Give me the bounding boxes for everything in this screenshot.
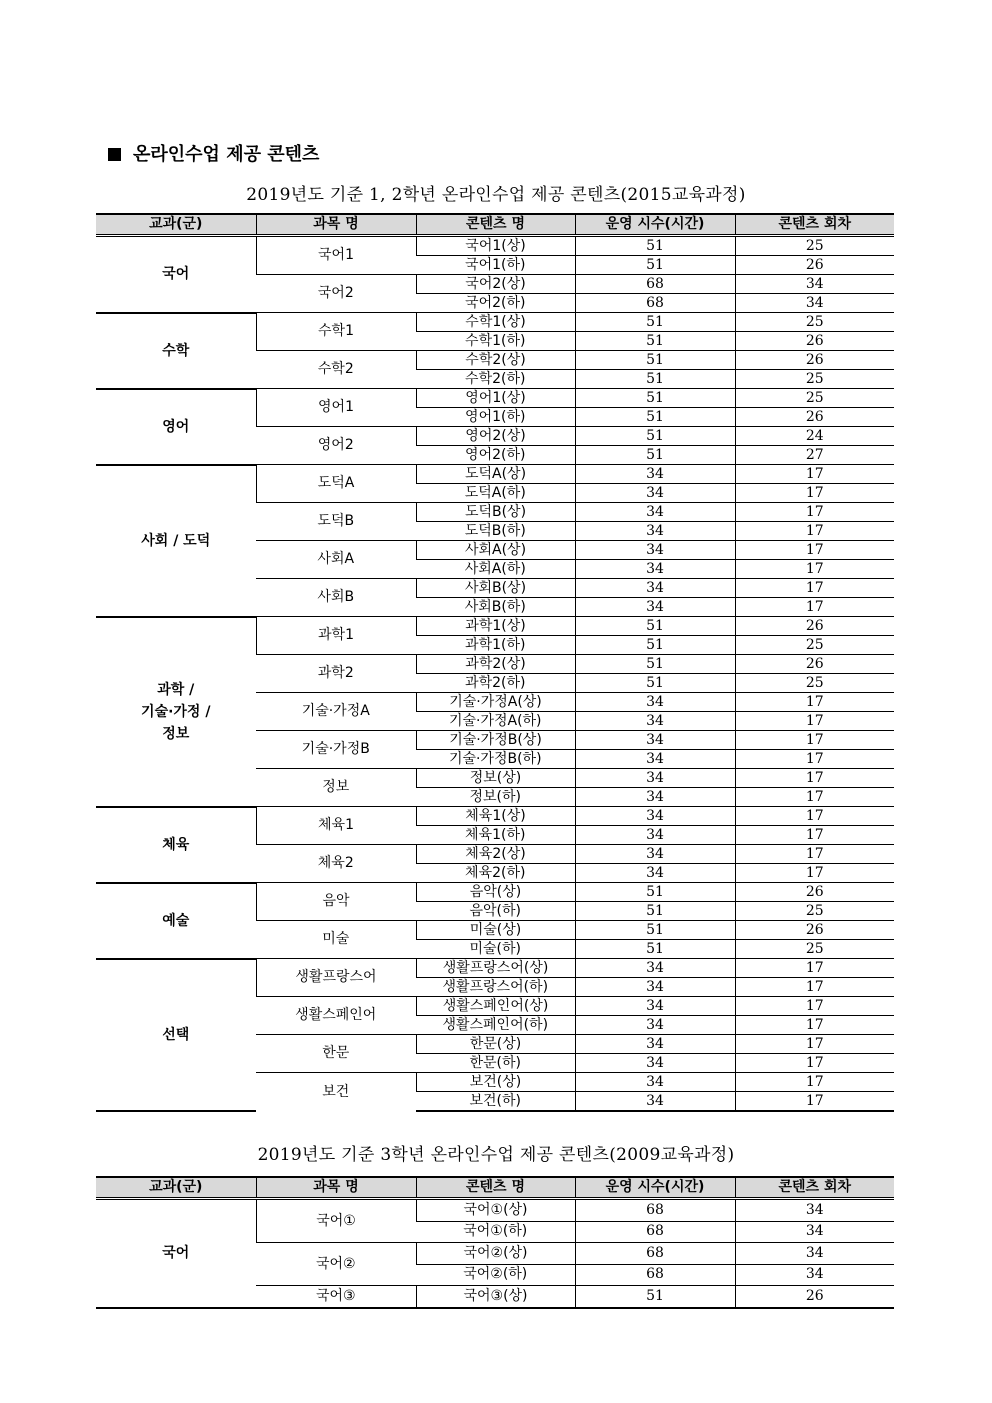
sessions-cell: 17: [735, 541, 894, 560]
content-name-cell: 생활스페인어(하): [416, 1016, 575, 1035]
hours-cell: 51: [575, 446, 735, 465]
hours-cell: 68: [575, 275, 735, 294]
hours-cell: 51: [575, 351, 735, 370]
course-cell: 국어③: [256, 1286, 416, 1308]
content-name-cell: 미술(상): [416, 921, 575, 940]
sessions-cell: 17: [735, 1054, 894, 1073]
sessions-cell: 26: [735, 408, 894, 427]
sessions-cell: 17: [735, 845, 894, 864]
sessions-cell: 24: [735, 427, 894, 446]
sessions-cell: 17: [735, 788, 894, 807]
content-name-cell: 국어1(하): [416, 256, 575, 275]
course-cell: 기술·가정A: [256, 693, 416, 731]
course-cell: 도덕B: [256, 503, 416, 541]
content-name-cell: 수학2(하): [416, 370, 575, 389]
course-cell: 기술·가정B: [256, 731, 416, 769]
course-cell: 정보: [256, 769, 416, 807]
sessions-cell: 17: [735, 1035, 894, 1054]
content-name-cell: 정보(상): [416, 769, 575, 788]
content-name-cell: 체육2(하): [416, 864, 575, 883]
sessions-cell: 17: [735, 864, 894, 883]
course-cell: 영어1: [256, 389, 416, 427]
sessions-cell: 27: [735, 446, 894, 465]
content-name-cell: 도덕A(하): [416, 484, 575, 503]
subject-cell: 선택: [96, 959, 256, 1112]
hours-cell: 68: [575, 1243, 735, 1265]
hours-cell: 34: [575, 503, 735, 522]
content-name-cell: 국어1(상): [416, 236, 575, 256]
sessions-cell: 17: [735, 522, 894, 541]
sessions-cell: 17: [735, 560, 894, 579]
sessions-cell: 34: [735, 1199, 894, 1222]
content-name-cell: 과학2(하): [416, 674, 575, 693]
content-name-cell: 수학1(상): [416, 313, 575, 332]
content-name-cell: 사회A(상): [416, 541, 575, 560]
sessions-cell: 26: [735, 332, 894, 351]
sessions-cell: 26: [735, 256, 894, 275]
sessions-cell: 34: [735, 1221, 894, 1243]
table2: [96, 1176, 894, 1309]
hours-cell: 68: [575, 1199, 735, 1222]
content-name-cell: 국어③(상): [416, 1286, 575, 1308]
hours-cell: 51: [575, 313, 735, 332]
course-cell: 국어①: [256, 1199, 416, 1243]
content-name-cell: 체육1(하): [416, 826, 575, 845]
column-header: 교과(군): [96, 214, 256, 236]
course-cell: 사회A: [256, 541, 416, 579]
sessions-cell: 25: [735, 940, 894, 959]
hours-cell: 34: [575, 579, 735, 598]
content-name-cell: 수학1(하): [416, 332, 575, 351]
column-header: 콘텐츠 회차: [735, 1177, 894, 1199]
table-row: [96, 313, 894, 332]
table1: [96, 213, 894, 1112]
content-name-cell: 보건(하): [416, 1092, 575, 1112]
hours-cell: 34: [575, 712, 735, 731]
hours-cell: 51: [575, 408, 735, 427]
table-row: [96, 617, 894, 636]
subject-cell: 수학: [96, 313, 256, 389]
sessions-cell: 17: [735, 484, 894, 503]
section-heading-text: 온라인수업 제공 콘텐츠: [133, 144, 320, 165]
course-cell: 체육2: [256, 845, 416, 883]
content-name-cell: 국어2(상): [416, 275, 575, 294]
content-name-cell: 보건(상): [416, 1073, 575, 1092]
section-heading: [108, 140, 319, 166]
hours-cell: 51: [575, 427, 735, 446]
sessions-cell: 25: [735, 370, 894, 389]
hours-cell: 68: [575, 1221, 735, 1243]
subject-cell: 사회 / 도덕: [96, 465, 256, 617]
hours-cell: 34: [575, 807, 735, 826]
hours-cell: 34: [575, 959, 735, 978]
course-cell: 한문: [256, 1035, 416, 1073]
content-name-cell: 영어1(상): [416, 389, 575, 408]
sessions-cell: 17: [735, 693, 894, 712]
sessions-cell: 17: [735, 712, 894, 731]
hours-cell: 51: [575, 921, 735, 940]
sessions-cell: 25: [735, 389, 894, 408]
hours-cell: 34: [575, 826, 735, 845]
hours-cell: 68: [575, 1264, 735, 1286]
sessions-cell: 25: [735, 674, 894, 693]
content-name-cell: 과학1(하): [416, 636, 575, 655]
hours-cell: 51: [575, 883, 735, 902]
hours-cell: 34: [575, 598, 735, 617]
sessions-cell: 17: [735, 1073, 894, 1092]
hours-cell: 34: [575, 1016, 735, 1035]
hours-cell: 34: [575, 769, 735, 788]
course-cell: 국어②: [256, 1243, 416, 1286]
content-name-cell: 국어2(하): [416, 294, 575, 313]
course-cell: 과학1: [256, 617, 416, 655]
sessions-cell: 34: [735, 1264, 894, 1286]
content-name-cell: 사회A(하): [416, 560, 575, 579]
course-cell: 미술: [256, 921, 416, 959]
content-name-cell: 생활프랑스어(하): [416, 978, 575, 997]
content-name-cell: 영어2(상): [416, 427, 575, 446]
hours-cell: 34: [575, 522, 735, 541]
sessions-cell: 34: [735, 294, 894, 313]
sessions-cell: 17: [735, 750, 894, 769]
content-name-cell: 생활프랑스어(상): [416, 959, 575, 978]
sessions-cell: 26: [735, 883, 894, 902]
sessions-cell: 25: [735, 636, 894, 655]
table2-title: 2019년도 기준 3학년 온라인수업 제공 콘텐츠(2009교육과정): [257, 1145, 735, 1165]
content-name-cell: 사회B(상): [416, 579, 575, 598]
table-row: [96, 465, 894, 484]
content-name-cell: 기술·가정B(하): [416, 750, 575, 769]
column-header: 과목 명: [256, 214, 416, 236]
sessions-cell: 25: [735, 313, 894, 332]
content-name-cell: 국어②(상): [416, 1243, 575, 1265]
hours-cell: 51: [575, 256, 735, 275]
sessions-cell: 17: [735, 579, 894, 598]
content-name-cell: 국어①(상): [416, 1199, 575, 1222]
square-bullet-icon: [108, 148, 121, 161]
hours-cell: 34: [575, 484, 735, 503]
subject-cell: 예술: [96, 883, 256, 959]
sessions-cell: 26: [735, 351, 894, 370]
hours-cell: 34: [575, 731, 735, 750]
content-name-cell: 영어1(하): [416, 408, 575, 427]
course-cell: 과학2: [256, 655, 416, 693]
content-name-cell: 음악(상): [416, 883, 575, 902]
table-row: [96, 959, 894, 978]
sessions-cell: 25: [735, 236, 894, 256]
table2-header: [96, 1177, 894, 1199]
sessions-cell: 17: [735, 503, 894, 522]
hours-cell: 34: [575, 1054, 735, 1073]
sessions-cell: 34: [735, 1243, 894, 1265]
sessions-cell: 17: [735, 465, 894, 484]
content-name-cell: 영어2(하): [416, 446, 575, 465]
course-cell: 수학1: [256, 313, 416, 351]
course-cell: 생활스페인어: [256, 997, 416, 1035]
hours-cell: 51: [575, 617, 735, 636]
hours-cell: 34: [575, 997, 735, 1016]
sessions-cell: 26: [735, 1286, 894, 1308]
content-name-cell: 체육2(상): [416, 845, 575, 864]
content-name-cell: 기술·가정B(상): [416, 731, 575, 750]
course-cell: 국어1: [256, 236, 416, 275]
content-name-cell: 음악(하): [416, 902, 575, 921]
content-name-cell: 국어②(하): [416, 1264, 575, 1286]
hours-cell: 51: [575, 370, 735, 389]
hours-cell: 34: [575, 788, 735, 807]
hours-cell: 68: [575, 294, 735, 313]
course-cell: 영어2: [256, 427, 416, 465]
content-name-cell: 기술·가정A(상): [416, 693, 575, 712]
table-row: [96, 883, 894, 902]
hours-cell: 34: [575, 750, 735, 769]
sessions-cell: 17: [735, 598, 894, 617]
hours-cell: 34: [575, 560, 735, 579]
table1-header: [96, 214, 894, 236]
table-row: [96, 807, 894, 826]
subject-cell: 체육: [96, 807, 256, 883]
course-cell: 보건: [256, 1073, 416, 1112]
subject-cell: 국어: [96, 236, 256, 313]
sessions-cell: 26: [735, 655, 894, 674]
course-cell: 수학2: [256, 351, 416, 389]
hours-cell: 34: [575, 1073, 735, 1092]
content-name-cell: 과학1(상): [416, 617, 575, 636]
content-name-cell: 미술(하): [416, 940, 575, 959]
hours-cell: 51: [575, 389, 735, 408]
table-row: [96, 1199, 894, 1222]
sessions-cell: 17: [735, 807, 894, 826]
content-name-cell: 기술·가정A(하): [416, 712, 575, 731]
content-name-cell: 체육1(상): [416, 807, 575, 826]
content-name-cell: 한문(상): [416, 1035, 575, 1054]
course-cell: 사회B: [256, 579, 416, 617]
course-cell: 국어2: [256, 275, 416, 313]
content-name-cell: 도덕B(상): [416, 503, 575, 522]
hours-cell: 34: [575, 465, 735, 484]
sessions-cell: 17: [735, 978, 894, 997]
content-name-cell: 수학2(상): [416, 351, 575, 370]
hours-cell: 51: [575, 674, 735, 693]
hours-cell: 34: [575, 845, 735, 864]
subject-cell: 영어: [96, 389, 256, 465]
sessions-cell: 17: [735, 997, 894, 1016]
course-cell: 체육1: [256, 807, 416, 845]
sessions-cell: 17: [735, 959, 894, 978]
hours-cell: 34: [575, 1035, 735, 1054]
sessions-cell: 25: [735, 902, 894, 921]
hours-cell: 51: [575, 902, 735, 921]
content-name-cell: 도덕B(하): [416, 522, 575, 541]
hours-cell: 51: [575, 332, 735, 351]
hours-cell: 34: [575, 864, 735, 883]
hours-cell: 34: [575, 541, 735, 560]
content-name-cell: 한문(하): [416, 1054, 575, 1073]
hours-cell: 34: [575, 693, 735, 712]
hours-cell: 34: [575, 978, 735, 997]
column-header: 운영 시수(시간): [575, 214, 735, 236]
table-row: [96, 236, 894, 256]
sessions-cell: 26: [735, 617, 894, 636]
course-cell: 음악: [256, 883, 416, 921]
hours-cell: 51: [575, 636, 735, 655]
subject-cell: 국어: [96, 1199, 256, 1308]
subject-cell: 과학 / 기술·가정 / 정보: [96, 617, 256, 807]
sessions-cell: 34: [735, 275, 894, 294]
course-cell: 생활프랑스어: [256, 959, 416, 997]
column-header: 운영 시수(시간): [575, 1177, 735, 1199]
hours-cell: 51: [575, 940, 735, 959]
content-name-cell: 생활스페인어(상): [416, 997, 575, 1016]
sessions-cell: 17: [735, 1016, 894, 1035]
hours-cell: 34: [575, 1092, 735, 1112]
table-row: [96, 389, 894, 408]
content-name-cell: 국어①(하): [416, 1221, 575, 1243]
column-header: 과목 명: [256, 1177, 416, 1199]
sessions-cell: 17: [735, 1092, 894, 1112]
column-header: 콘텐츠 회차: [735, 214, 894, 236]
content-name-cell: 도덕A(상): [416, 465, 575, 484]
content-name-cell: 정보(하): [416, 788, 575, 807]
course-cell: 도덕A: [256, 465, 416, 503]
column-header: 콘텐츠 명: [416, 1177, 575, 1199]
table1-title: 2019년도 기준 1, 2학년 온라인수업 제공 콘텐츠(2015교육과정): [246, 185, 746, 205]
hours-cell: 51: [575, 1286, 735, 1308]
content-name-cell: 사회B(하): [416, 598, 575, 617]
sessions-cell: 17: [735, 826, 894, 845]
content-name-cell: 과학2(상): [416, 655, 575, 674]
column-header: 교과(군): [96, 1177, 256, 1199]
hours-cell: 51: [575, 655, 735, 674]
sessions-cell: 17: [735, 731, 894, 750]
sessions-cell: 26: [735, 921, 894, 940]
hours-cell: 51: [575, 236, 735, 256]
column-header: 콘텐츠 명: [416, 214, 575, 236]
sessions-cell: 17: [735, 769, 894, 788]
